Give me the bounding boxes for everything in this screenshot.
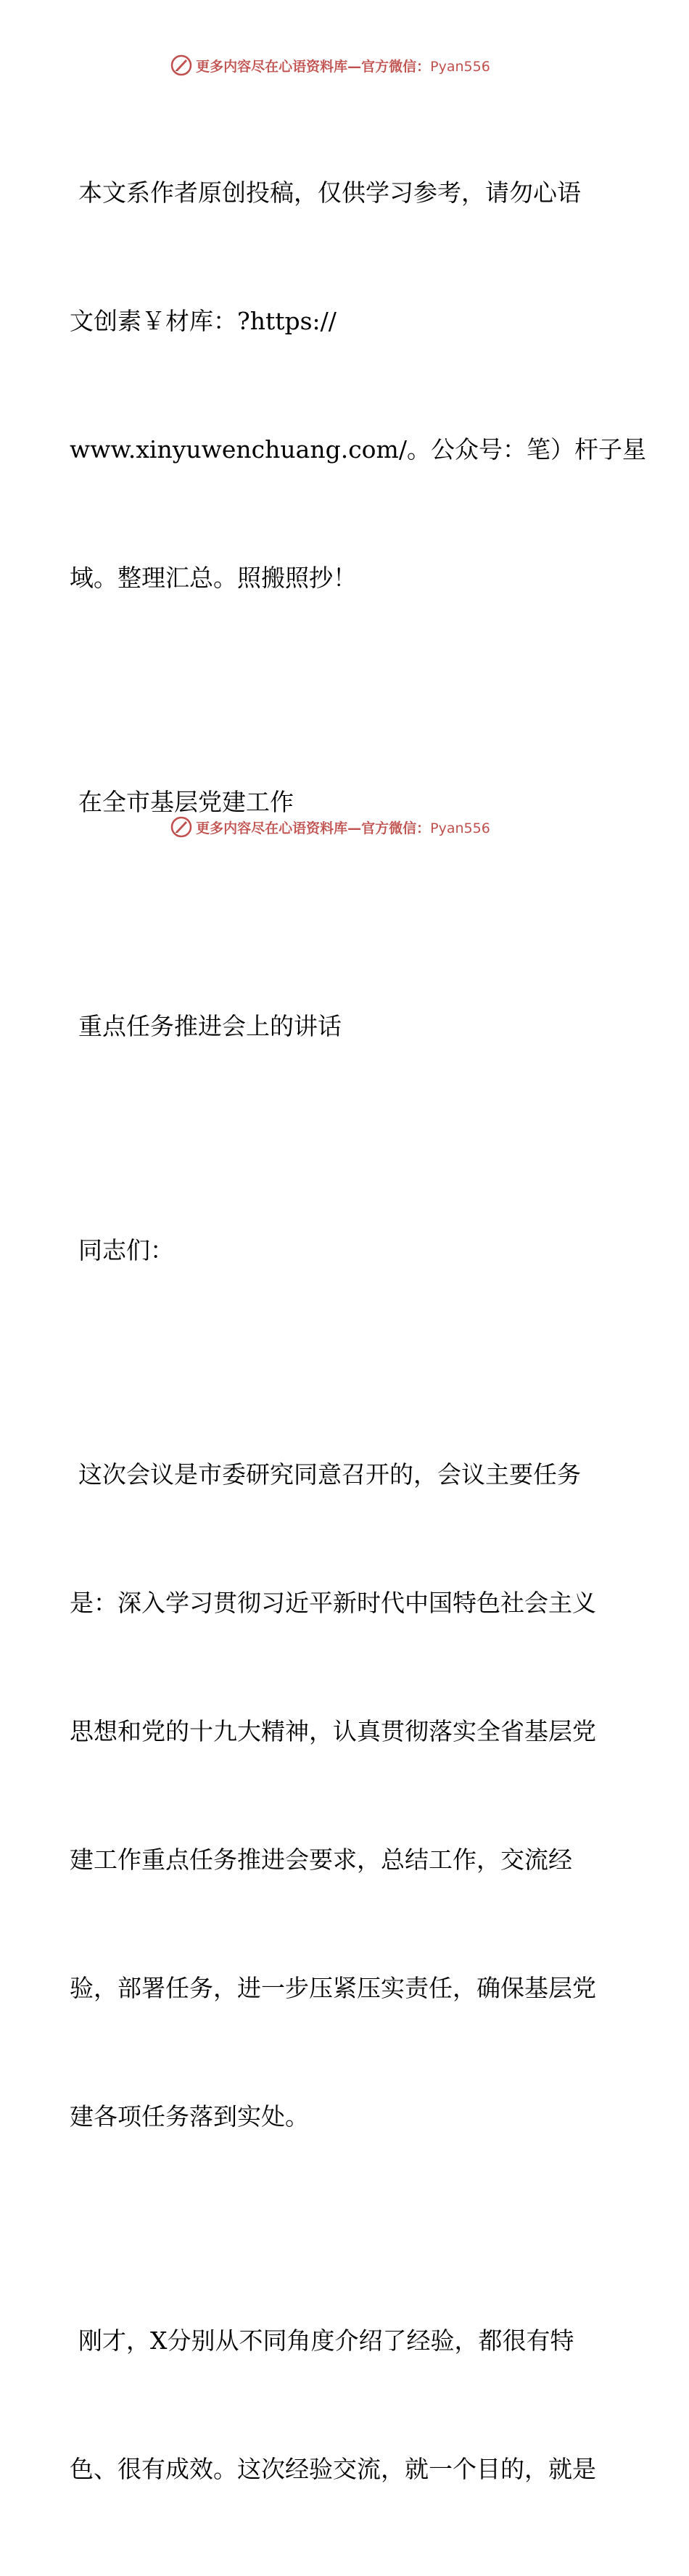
body-paragraph-1: [70, 1367, 621, 2223]
quill-seal-icon: [170, 54, 193, 77]
intro-line: 文创素￥材库：?https://: [70, 307, 337, 335]
watermark-text: 更多内容尽在心语资料库—官方微信：Pyan556: [196, 58, 490, 75]
document-body: [70, 86, 646, 2576]
watermark-text: 更多内容尽在心语资料库—官方微信：Pyan556: [196, 820, 490, 836]
intro-line: 本文系作者原创投稿，仅供学习参考，请勿心语: [78, 178, 581, 207]
body-line: 是：深入学习贯彻习近平新时代中国特色社会主义: [70, 1589, 596, 1617]
body-line: 验，部署任务，进一步压紧压实责任，确保基层党: [70, 1974, 596, 2002]
footer-watermark: [0, 812, 689, 841]
document-title-line-1: 在全市基层党建工作: [78, 788, 294, 816]
header-watermark: [0, 51, 689, 80]
body-line: 思想和党的十九大精神，认真贯彻落实全省基层党: [70, 1717, 596, 1745]
body-line: 色、很有成效。这次经验交流，就一个目的，就是: [70, 2455, 596, 2483]
body-paragraph-2: [70, 2234, 621, 2576]
intro-line: www.xinyuwenchuang.com/。公众号：笔）杆子星: [70, 435, 646, 464]
body-line: 刚才，X分别从不同角度介绍了经验，都很有特: [78, 2326, 574, 2355]
body-line: 建各项任务落到实处。: [70, 2102, 309, 2131]
intro-line: 域。整理汇总。照搬照抄！: [70, 564, 357, 592]
body-line: 这次会议是市委研究同意召开的，会议主要任务: [78, 1460, 581, 1489]
body-line: 建工作重点任务推进会要求，总结工作，交流经: [70, 1845, 572, 1874]
intro-paragraph: [70, 86, 646, 685]
document-title-line-2: 重点任务推进会上的讲话: [78, 1012, 342, 1040]
quill-seal-icon: [170, 815, 193, 839]
salutation: 同志们：: [78, 1236, 174, 1264]
